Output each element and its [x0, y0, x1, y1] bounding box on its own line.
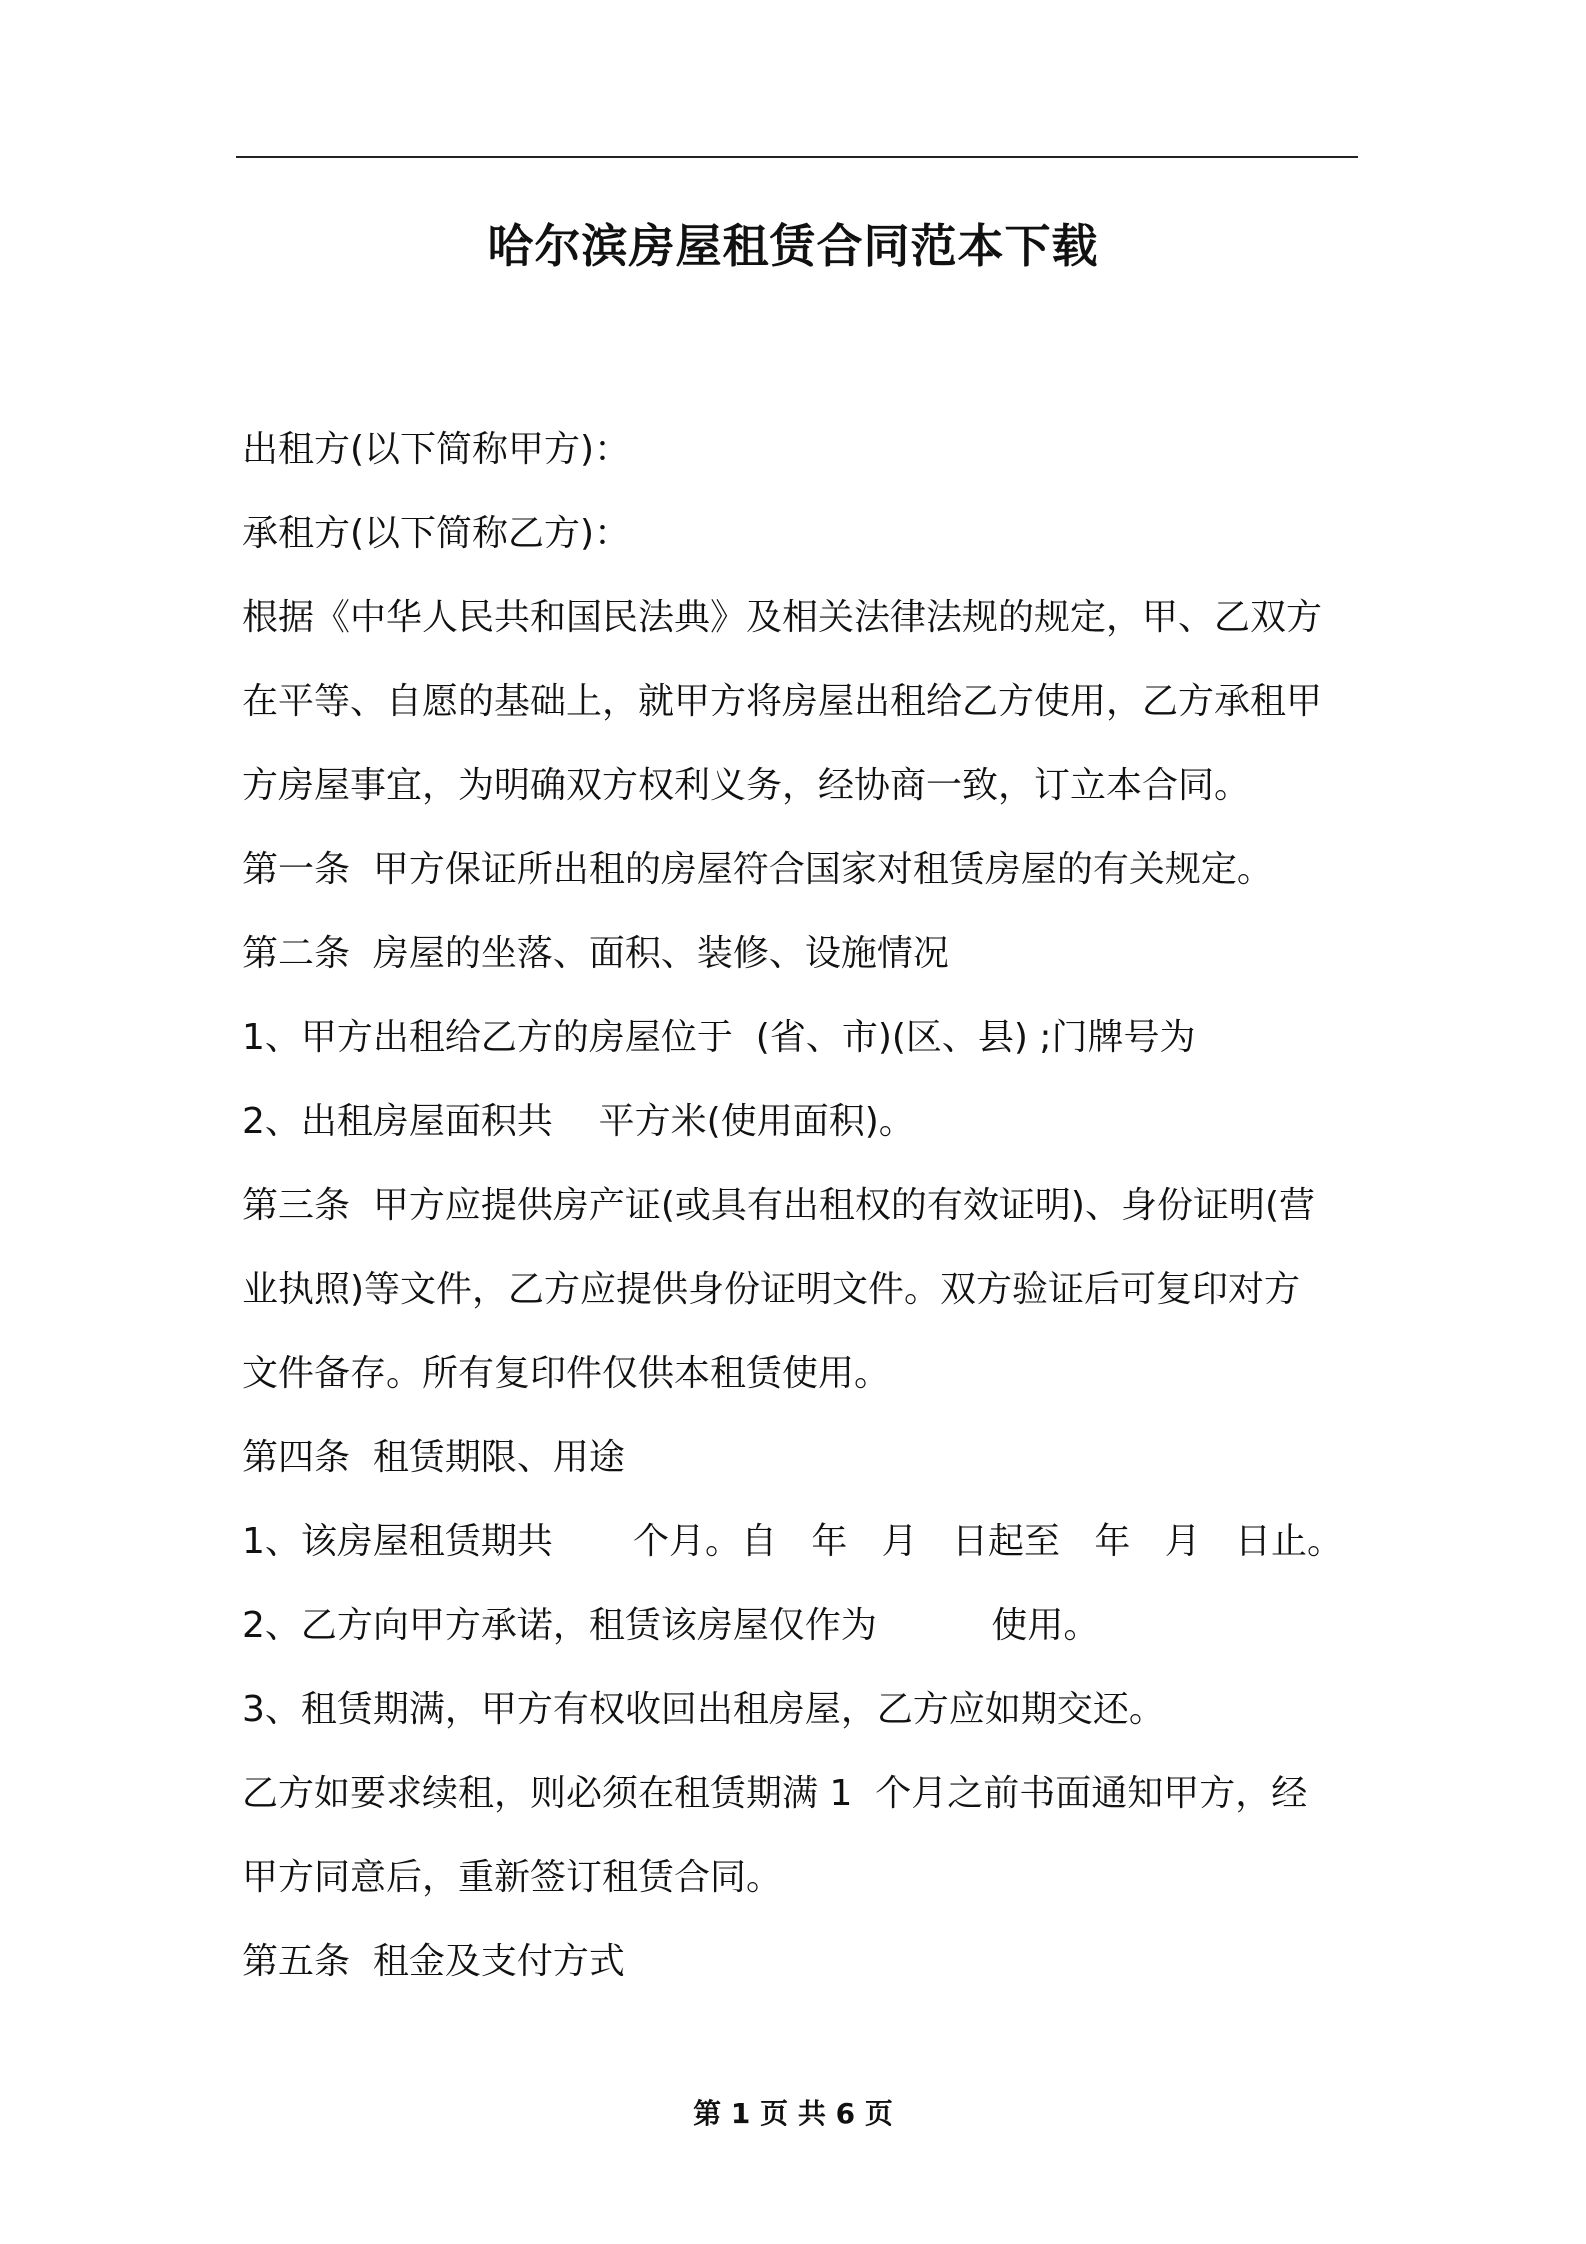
preamble-line-3: 方房屋事宜，为明确双方权利义务，经协商一致，订立本合同。: [242, 765, 1251, 806]
article-4-heading: 第四条 租赁期限、用途: [242, 1437, 625, 1478]
article-2-item-2: 2、出租房屋面积共 平方米(使用面积)。: [242, 1101, 915, 1142]
renewal-line-1: 乙方如要求续租，则必须在租赁期满 1 个月之前书面通知甲方，经: [242, 1773, 1308, 1814]
article-2-heading: 第二条 房屋的坐落、面积、装修、设施情况: [242, 933, 949, 974]
article-4-item-2: 2、乙方向甲方承诺，租赁该房屋仅作为 使用。: [242, 1605, 1100, 1646]
page-number-footer: 第 1 页 共 6 页: [693, 2097, 893, 2130]
article-5-heading: 第五条 租金及支付方式: [242, 1941, 625, 1982]
header-rule: [236, 156, 1358, 158]
article-3-line-1: 第三条 甲方应提供房产证(或具有出租权的有效证明)、身份证明(营: [242, 1185, 1316, 1226]
article-3-line-2: 业执照)等文件，乙方应提供身份证明文件。双方验证后可复印对方: [242, 1269, 1301, 1310]
party-b-line: 承租方(以下简称乙方)：: [242, 513, 631, 554]
article-2-item-1: 1、甲方出租给乙方的房屋位于 (省、市)(区、县) ;门牌号为: [242, 1017, 1196, 1058]
renewal-line-2: 甲方同意后，重新签订租赁合同。: [242, 1857, 783, 1898]
preamble-line-1: 根据《中华人民共和国民法典》及相关法律法规的规定，甲、乙双方: [242, 597, 1323, 638]
preamble-line-2: 在平等、自愿的基础上，就甲方将房屋出租给乙方使用，乙方承租甲: [242, 681, 1323, 722]
article-4-item-1: 1、该房屋租赁期共 个月。自 年 月 日起至 年 月 日止。: [242, 1521, 1343, 1562]
document-body: [242, 408, 1372, 2004]
article-3-line-3: 文件备存。所有复印件仅供本租赁使用。: [242, 1353, 891, 1394]
document-title: 哈尔滨房屋租赁合同范本下载: [487, 219, 1099, 273]
party-a-line: 出租方(以下简称甲方)：: [242, 429, 631, 470]
article-4-item-3: 3、租赁期满，甲方有权收回出租房屋，乙方应如期交还。: [242, 1689, 1165, 1730]
article-1-line: 第一条 甲方保证所出租的房屋符合国家对租赁房屋的有关规定。: [242, 849, 1273, 890]
